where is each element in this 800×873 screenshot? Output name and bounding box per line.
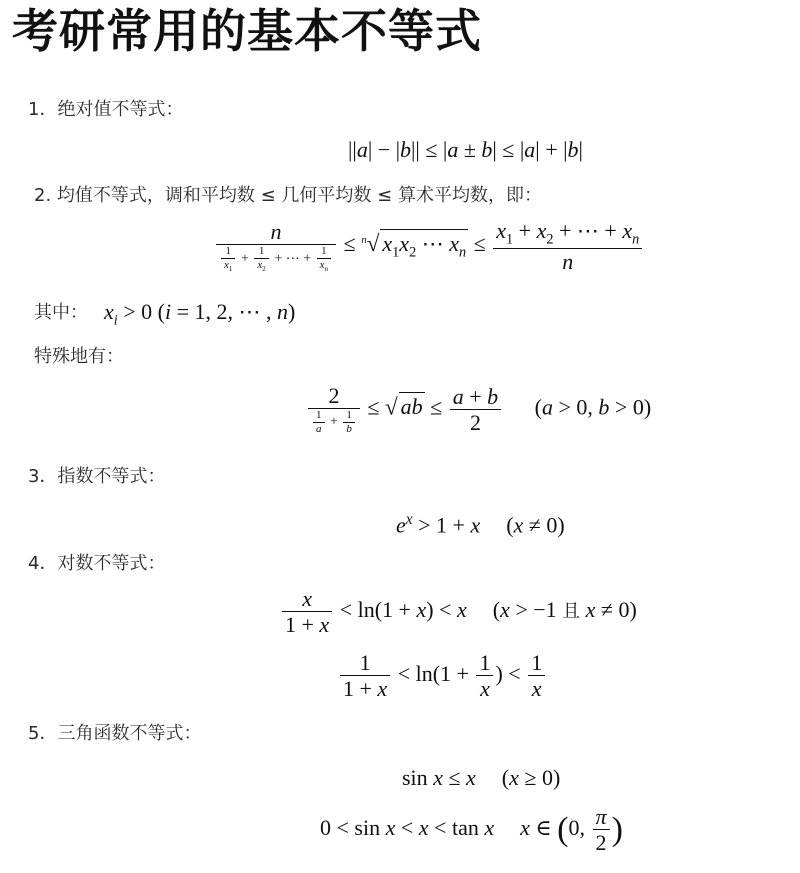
formula-absolute-value: ||a| − |b|| ≤ |a ± b| ≤ |a| + |b| (348, 137, 583, 162)
formula-mean-two-variables: 2 $\frac{1}{a}$ + $\frac{1}{b}$ ≤ √ ab ≤ $\frac{a + b}{2}$ (a > 0, b > 0) (306, 383, 651, 436)
and-text: 且 (562, 600, 581, 622)
formula-mean-inequality: n $\frac{1}{x_1}$ + $\frac{1}{x_2}$ + ⋯ + $\frac{1}{x_n}$ ≤ $^n$√ $x_1x_2$ ⋯ $x_n$ ≤ $\frac{x_1 + x_2 + \cdots + x_n}{n}$ (214, 218, 644, 274)
section-5-heading: 5．三角函数不等式： (28, 723, 202, 744)
section-1-heading: 1．绝对值不等式： (28, 99, 184, 120)
section-2-special-label: 特殊地有： (34, 346, 124, 367)
section-2-condition-label: 其中： (34, 302, 88, 323)
formula-trig-2: 0 < sin x < x < tan x x ∈ (0, $\frac{\pi}{2}$ ) (320, 804, 623, 856)
formula-logarithm-1: $\frac{x}{1 + x}$ < ln(1 + x) < x (x > −1 且 x ≠ 0) (280, 586, 637, 638)
formula-mean-condition: $x_i > 0$ (i = 1, 2, ⋯ , n) (104, 299, 296, 329)
section-3-heading: 3．指数不等式： (28, 466, 166, 487)
formula-exponential: $e^x > 1 + x$ (x ≠ 0) (396, 511, 565, 538)
page-title: 考研常用的基本不等式 (12, 4, 482, 58)
formula-trig-1: sin x ≤ x (x ≥ 0) (402, 765, 561, 790)
formula-logarithm-2: $\frac{1}{1 + x}$ < ln(1 + $\frac{1}{x}$ ) < $\frac{1}{x}$ (338, 650, 547, 702)
section-2-heading: 2. 均值不等式，调和平均数 ≤ 几何平均数 ≤ 算术平均数，即： (34, 185, 542, 206)
section-4-heading: 4．对数不等式： (28, 553, 166, 574)
